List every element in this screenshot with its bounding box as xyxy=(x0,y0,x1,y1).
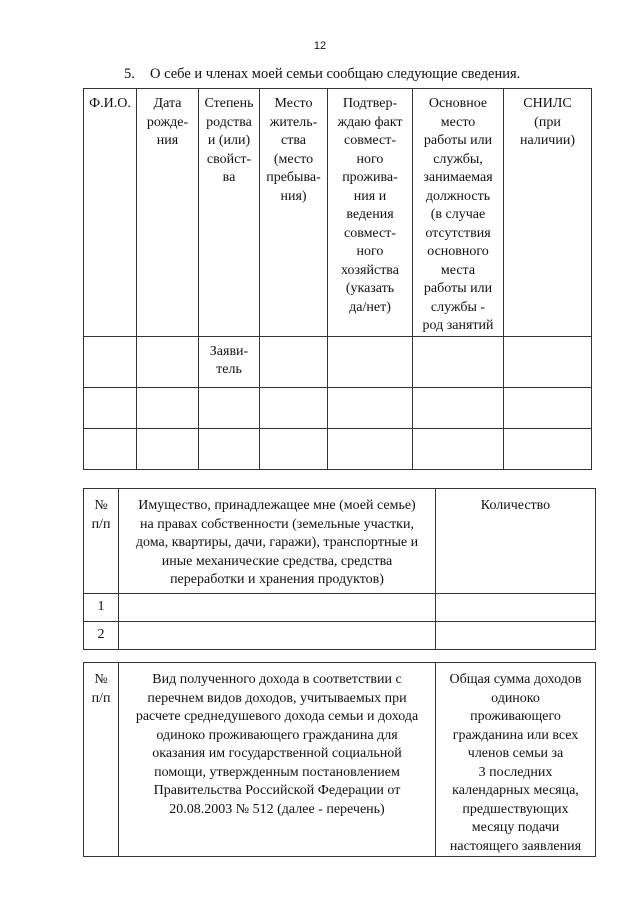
table-cell[interactable] xyxy=(436,622,596,650)
table-header-row xyxy=(84,89,592,337)
table-cell[interactable] xyxy=(328,428,413,469)
table-cell[interactable] xyxy=(328,387,413,428)
header-property: Имущество, принадлежащее мне (моей семье) на правах собственности (земельные участки, дома, квартиры, дачи, гаражи), транспортные и иные механические средства, средства переработки и хранения продуктов) xyxy=(119,489,436,594)
table-cell[interactable] xyxy=(328,336,413,387)
table-cell[interactable] xyxy=(199,428,260,469)
table-cell[interactable] xyxy=(260,387,328,428)
section-intro xyxy=(124,66,520,83)
table-cell[interactable] xyxy=(260,428,328,469)
table-cell[interactable] xyxy=(199,387,260,428)
property-table xyxy=(83,488,596,650)
table-cell[interactable] xyxy=(84,336,137,387)
page-number: 12 xyxy=(313,40,327,52)
table-cell[interactable] xyxy=(119,594,436,622)
table-cell[interactable] xyxy=(137,336,199,387)
table-cell[interactable] xyxy=(260,336,328,387)
family-members-table xyxy=(83,88,592,470)
header-fio: Ф.И.О. xyxy=(84,89,137,337)
table-row xyxy=(84,594,596,622)
header-number: № п/п xyxy=(84,663,119,857)
header-birth-date: Дата рожде- ния xyxy=(137,89,199,337)
table-header-row xyxy=(84,663,596,857)
table-cell[interactable] xyxy=(413,387,504,428)
header-relationship: Степень родства и (или) свойст- ва xyxy=(199,89,260,337)
header-residence: Место житель- ства (место пребыва- ния) xyxy=(260,89,328,337)
table-cell[interactable] xyxy=(137,428,199,469)
header-income-type: Вид полученного дохода в соответствии с перечнем видов доходов, учитываемых при расчете среднедушевого дохода семьи и дохода одиноко проживающего гражданина для оказания им государственной социальной помощи, утвержденным постановлением Правительства Российской Федерации от 20.08.2003 № 512 (далее - перечень) xyxy=(119,663,436,857)
table-row xyxy=(84,428,592,469)
header-workplace: Основное место работы или службы, занимаемая должность (в случае отсутствия основного места работы или службы - род занятий xyxy=(413,89,504,337)
income-table xyxy=(83,662,596,857)
table-cell[interactable] xyxy=(504,387,592,428)
header-number: № п/п xyxy=(84,489,119,594)
table-cell[interactable] xyxy=(413,428,504,469)
table-cell[interactable] xyxy=(84,428,137,469)
table-cell[interactable] xyxy=(504,428,592,469)
header-cohabitation: Подтвер- ждаю факт совмест- ного прожива- ния и ведения совмест- ного хозяйства (указать да/нет) xyxy=(328,89,413,337)
row-number: 2 xyxy=(84,622,119,650)
row-number: 1 xyxy=(84,594,119,622)
table-cell[interactable] xyxy=(436,594,596,622)
table-cell[interactable] xyxy=(504,336,592,387)
header-income-total: Общая сумма доходов одиноко проживающего гражданина или всех членов семьи за 3 последних календарных месяца, предшествующих месяцу подачи настоящего заявления xyxy=(436,663,596,857)
section-number: 5. xyxy=(124,66,135,82)
table-header-row xyxy=(84,489,596,594)
table-cell[interactable] xyxy=(137,387,199,428)
section-text: О себе и членах моей семьи сообщаю следующие сведения. xyxy=(150,66,521,82)
header-quantity: Количество xyxy=(436,489,596,594)
table-cell[interactable] xyxy=(413,336,504,387)
table-row xyxy=(84,622,596,650)
table-cell-applicant: Заяви- тель xyxy=(199,336,260,387)
table-cell[interactable] xyxy=(119,622,436,650)
table-row xyxy=(84,387,592,428)
table-cell[interactable] xyxy=(84,387,137,428)
header-snils: СНИЛС (при наличии) xyxy=(504,89,592,337)
table-row xyxy=(84,336,592,387)
